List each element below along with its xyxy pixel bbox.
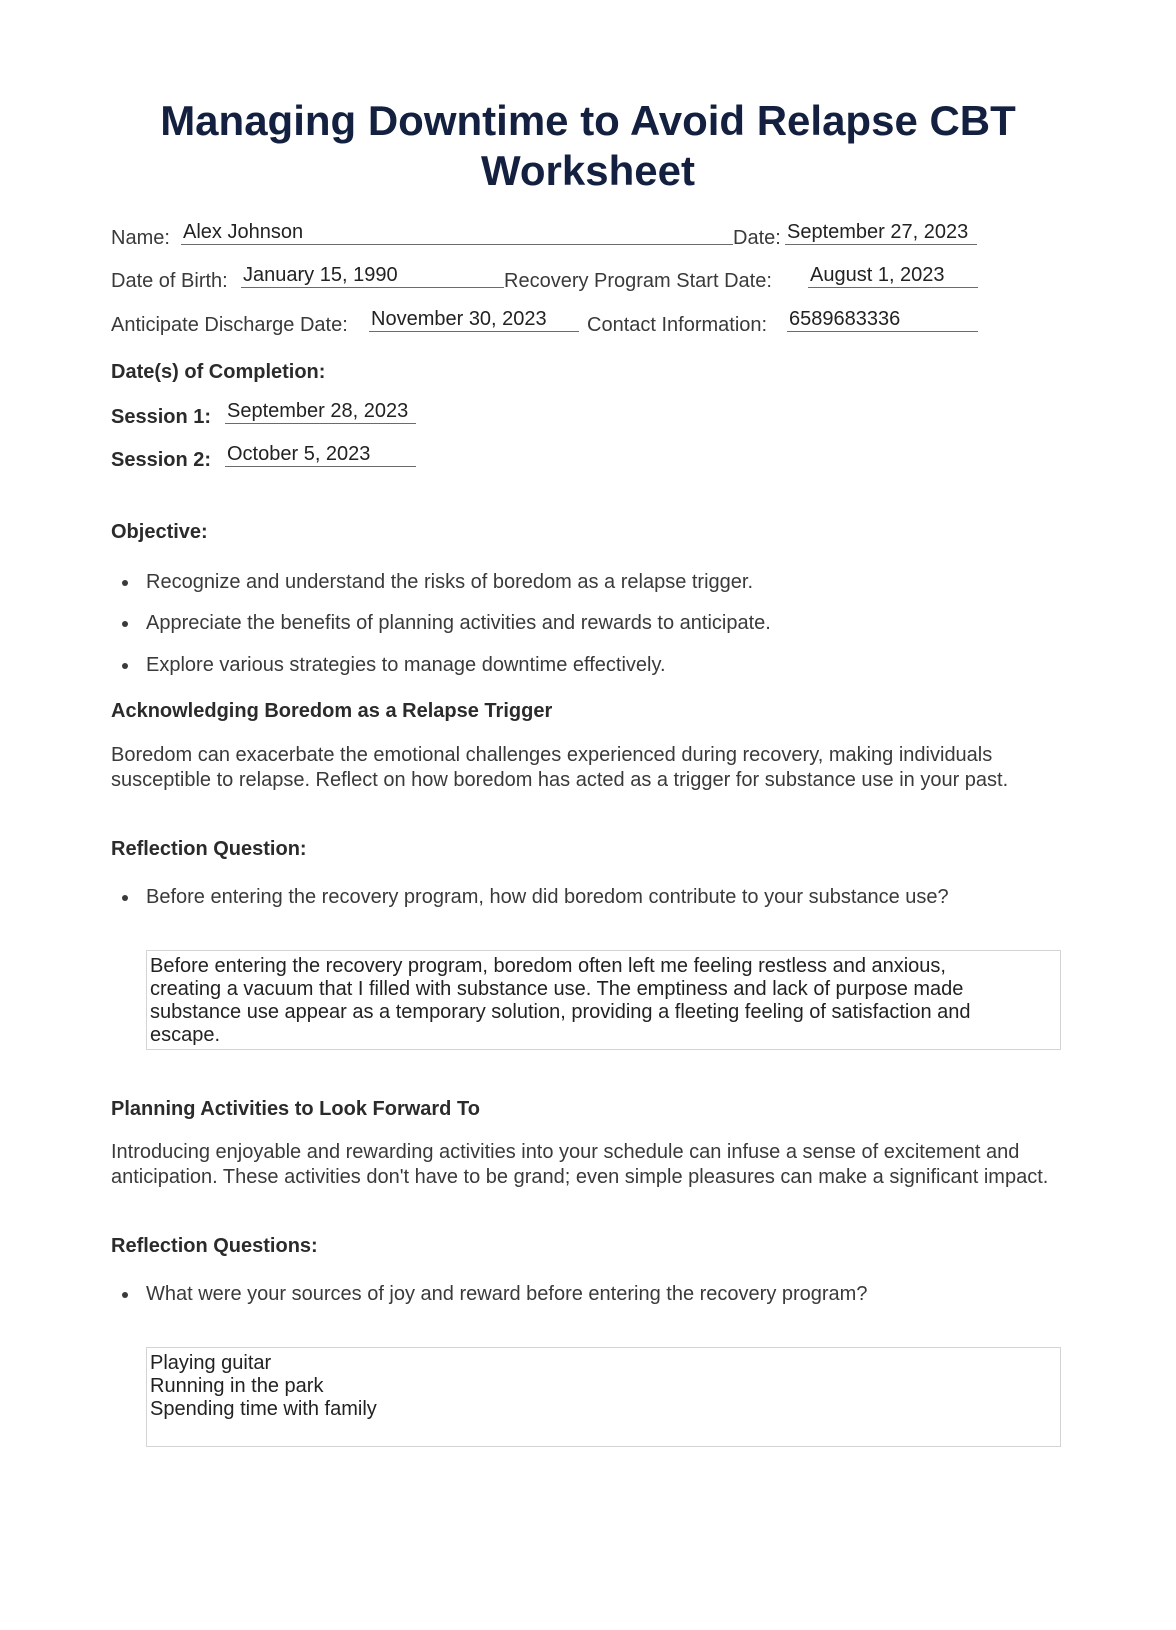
session1-row xyxy=(111,398,431,428)
session2-label: Session 2: xyxy=(111,449,212,471)
contact-field[interactable]: 6589683336 xyxy=(787,306,978,332)
answer-textbox[interactable] xyxy=(146,1347,1061,1447)
section-paragraph: Introducing enjoyable and rewarding activities into your schedule can infuse a sense of excitement and anticipation. These activities don't have to be grand; even simple pleasures can make a significant impact. xyxy=(111,1141,1049,1188)
question-list xyxy=(111,1283,867,1306)
bullet-icon xyxy=(122,621,128,627)
answer-line: Spending time with family xyxy=(150,1398,377,1420)
bullet-icon xyxy=(122,895,128,901)
session2-row xyxy=(111,441,431,471)
section-paragraph: Boredom can exacerbate the emotional challenges experienced during recovery, making individuals susceptible to relapse. Reflect on how boredom has acted as a trigger for substance use in your past. xyxy=(111,744,1009,791)
list-item: Explore various strategies to manage downtime effectively. xyxy=(111,654,771,684)
question-list xyxy=(111,886,949,909)
session1-field[interactable]: September 28, 2023 xyxy=(225,398,416,424)
bullet-icon xyxy=(122,663,128,669)
answer-textbox[interactable] xyxy=(146,950,1061,1050)
dob-program-row xyxy=(111,262,991,292)
session1-label: Session 1: xyxy=(111,406,212,428)
discharge-contact-row xyxy=(111,306,991,336)
bullet-icon xyxy=(122,580,128,586)
objective-list xyxy=(111,571,771,684)
name-date-row xyxy=(111,219,991,249)
list-item: Before entering the recovery program, how did boredom contribute to your substance use? xyxy=(111,886,949,909)
name-label: Name: xyxy=(111,227,170,249)
discharge-field[interactable]: November 30, 2023 xyxy=(369,306,579,332)
answer-line: escape. xyxy=(150,1024,221,1046)
program-start-field[interactable]: August 1, 2023 xyxy=(808,262,978,288)
answer-line: Before entering the recovery program, boredom often left me feeling restless and anxious, xyxy=(150,955,946,977)
answer-line: substance use appear as a temporary solution, providing a fleeting feeling of satisfaction and xyxy=(150,1001,971,1023)
name-field[interactable]: Alex Johnson xyxy=(181,219,733,245)
objective-heading: Objective: xyxy=(111,521,208,543)
answer-line: Running in the park xyxy=(150,1375,324,1397)
date-label: Date: xyxy=(733,227,781,249)
list-item: Recognize and understand the risks of boredom as a relapse trigger. xyxy=(111,571,771,612)
section-heading: Acknowledging Boredom as a Relapse Trigger xyxy=(111,700,553,722)
program-start-label: Recovery Program Start Date: xyxy=(504,270,772,292)
dob-label: Date of Birth: xyxy=(111,270,228,292)
list-item: What were your sources of joy and reward before entering the recovery program? xyxy=(111,1283,867,1306)
bullet-icon xyxy=(122,1292,128,1298)
contact-label: Contact Information: xyxy=(587,314,768,336)
answer-line: Playing guitar xyxy=(150,1352,272,1374)
dob-field[interactable]: January 15, 1990 xyxy=(241,262,504,288)
page-title: Managing Downtime to Avoid Relapse CBT Worksheet xyxy=(160,97,1016,194)
date-field[interactable]: September 27, 2023 xyxy=(785,219,977,245)
session2-field[interactable]: October 5, 2023 xyxy=(225,441,416,467)
reflection-question-heading: Reflection Question: xyxy=(111,838,307,860)
section-heading: Planning Activities to Look Forward To xyxy=(111,1098,480,1120)
list-item: Appreciate the benefits of planning activities and rewards to anticipate. xyxy=(111,612,771,654)
completion-heading: Date(s) of Completion: xyxy=(111,361,326,383)
discharge-label: Anticipate Discharge Date: xyxy=(111,314,348,336)
answer-line: creating a vacuum that I filled with substance use. The emptiness and lack of purpose made xyxy=(150,978,964,1000)
reflection-questions-heading: Reflection Questions: xyxy=(111,1235,318,1257)
